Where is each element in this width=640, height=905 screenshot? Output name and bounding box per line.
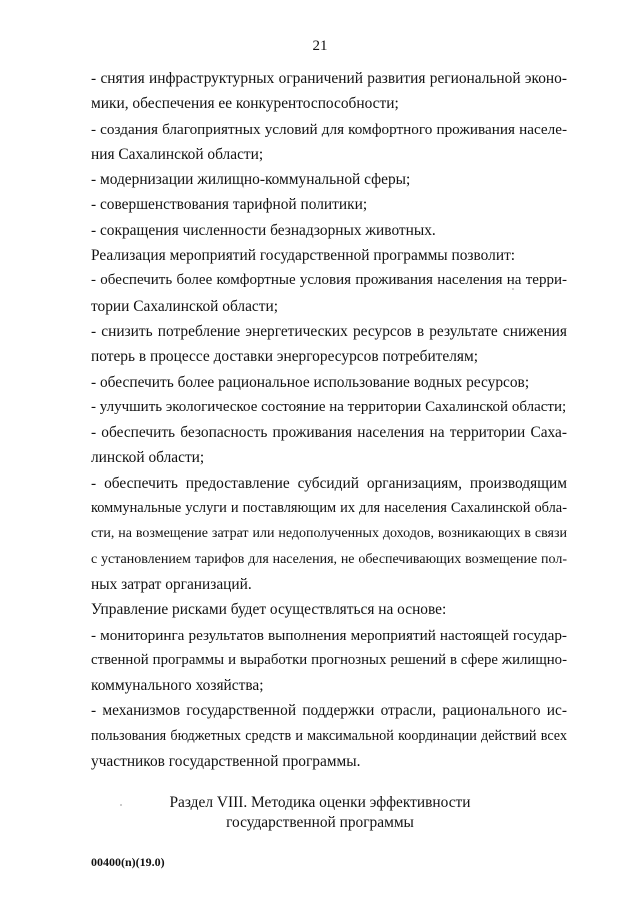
text-line: Реализация мероприятий государственной программы позволит: — [91, 247, 516, 265]
text-line: участников государственной программы. — [91, 753, 361, 771]
text-line: - создания благоприятных условий для комфортного проживания населе- — [91, 120, 567, 138]
body-text — [91, 66, 567, 774]
scan-speck — [512, 288, 514, 290]
text-line: - модернизации жилищно-коммунальной сферы; — [91, 171, 411, 189]
text-line: - обеспечить безопасность проживания населения на территории Саха- — [91, 424, 567, 442]
text-line: ных затрат организаций. — [91, 575, 252, 593]
text-line: - улучшить экологическое состояние на территории Сахалинской области; — [91, 398, 567, 415]
text-line: линской области; — [91, 449, 205, 467]
text-line: коммунальные услуги и поставляющим их для населения Сахалинской обла- — [91, 500, 567, 517]
text-line: - совершенствования тарифной политики; — [91, 196, 368, 214]
text-line: тории Сахалинской области; — [91, 297, 278, 315]
text-line: с установлением тарифов для населения, не обеспечивающих возмещение пол- — [91, 551, 567, 567]
text-line: - снизить потребление энергетических ресурсов в результате снижения — [91, 322, 567, 340]
text-line: пользования бюджетных средств и максимальной координации действий всех — [91, 727, 567, 744]
text-line: - обеспечить предоставление субсидий организациям, производящим — [91, 474, 567, 492]
section-heading-line-2: государственной программы — [226, 814, 414, 831]
text-line: - механизмов государственной поддержки отрасли, рационального ис- — [91, 702, 567, 720]
text-line: Управление рисками будет осуществляться на основе: — [91, 601, 447, 619]
text-line: - мониторинга результатов выполнения мероприятий настоящей государ- — [91, 626, 567, 644]
text-line: - сокращения численности безнадзорных животных. — [91, 221, 436, 239]
scan-speck — [120, 804, 122, 806]
text-line: ственной программы и выработки прогнозных решений в сфере жилищно- — [91, 651, 567, 668]
text-line: сти, на возмещение затрат или недополученных доходов, возникающих в связи — [91, 526, 567, 542]
page-number: 21 — [312, 38, 328, 54]
document-code: 00400(n)(19.0) — [91, 855, 165, 869]
text-line: потерь в процессе доставки энергоресурсов потребителям; — [91, 348, 479, 366]
text-line: - снятия инфраструктурных ограничений развития региональной эконо- — [91, 70, 567, 87]
text-line: ния Сахалинской области; — [91, 145, 264, 163]
text-line: - обеспечить более комфортные условия проживания населения на терри- — [91, 272, 567, 289]
text-line: мики, обеспечения ее конкурентоспособности; — [91, 95, 399, 113]
text-line: коммунального хозяйства; — [91, 677, 264, 695]
section-heading — [0, 793, 640, 833]
section-heading-line-1: Раздел VIII. Методика оценки эффективности — [169, 794, 471, 811]
text-line: - обеспечить более рациональное использование водных ресурсов; — [91, 373, 530, 391]
